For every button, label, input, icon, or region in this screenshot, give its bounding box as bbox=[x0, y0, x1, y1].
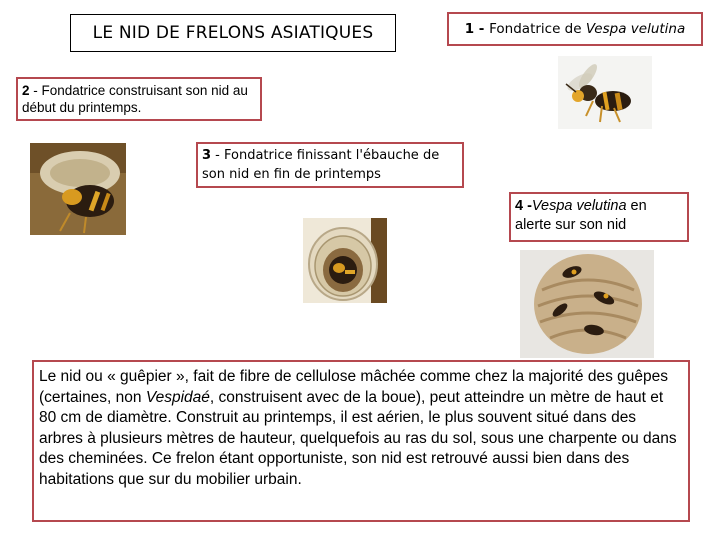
nest-start-photo bbox=[30, 143, 126, 235]
caption-1-text: Fondatrice de bbox=[489, 21, 586, 37]
description-paragraph bbox=[32, 360, 690, 522]
caption-4 bbox=[509, 192, 689, 242]
caption-2-number: 2 bbox=[22, 83, 30, 98]
hornet-photo bbox=[558, 56, 652, 129]
page-title-text: LE NID DE FRELONS ASIATIQUES bbox=[92, 23, 374, 43]
paragraph-part-2: , construisent avec de la boue), peut atteindre un mètre de haut et 80 cm de diamètre. Construit au printemps, il est aérien, le plus souvent situé dans des arbres à plusieurs mètres de hauteur, quelquefois au ras du sol, sous une charpente ou dans des cheminées. Ce frelon étant opportuniste, son nid est retrouvé aussi bien dans des habitations que sur du mobilier urbain. bbox=[39, 388, 677, 488]
nest-sketch-photo bbox=[303, 218, 387, 303]
caption-3-number: 3 bbox=[202, 148, 212, 163]
paragraph-italic-term: Vespidaé bbox=[145, 388, 210, 406]
caption-4-species: Vespa velutina bbox=[531, 198, 627, 214]
caption-1-species: Vespa velutina bbox=[585, 21, 686, 37]
caption-1 bbox=[447, 12, 703, 46]
caption-4-text: en alerte sur son nid bbox=[515, 198, 647, 233]
caption-1-number: 1 - bbox=[464, 21, 490, 37]
paragraph-part-1: Le nid ou « guêpier », fait de fibre de cellulose mâchée comme chez la majorité des guêpes (certaines, non bbox=[39, 368, 668, 406]
caption-3-text: - Fondatrice finissant l'ébauche de son nid en fin de printemps bbox=[202, 148, 440, 182]
caption-3 bbox=[196, 142, 464, 188]
page-title bbox=[70, 14, 396, 52]
caption-4-number: 4 - bbox=[515, 198, 532, 214]
caption-2 bbox=[16, 77, 262, 121]
caption-2-text: - Fondatrice construisant son nid au début du printemps. bbox=[22, 83, 248, 115]
hornets-on-nest-photo bbox=[520, 250, 654, 358]
